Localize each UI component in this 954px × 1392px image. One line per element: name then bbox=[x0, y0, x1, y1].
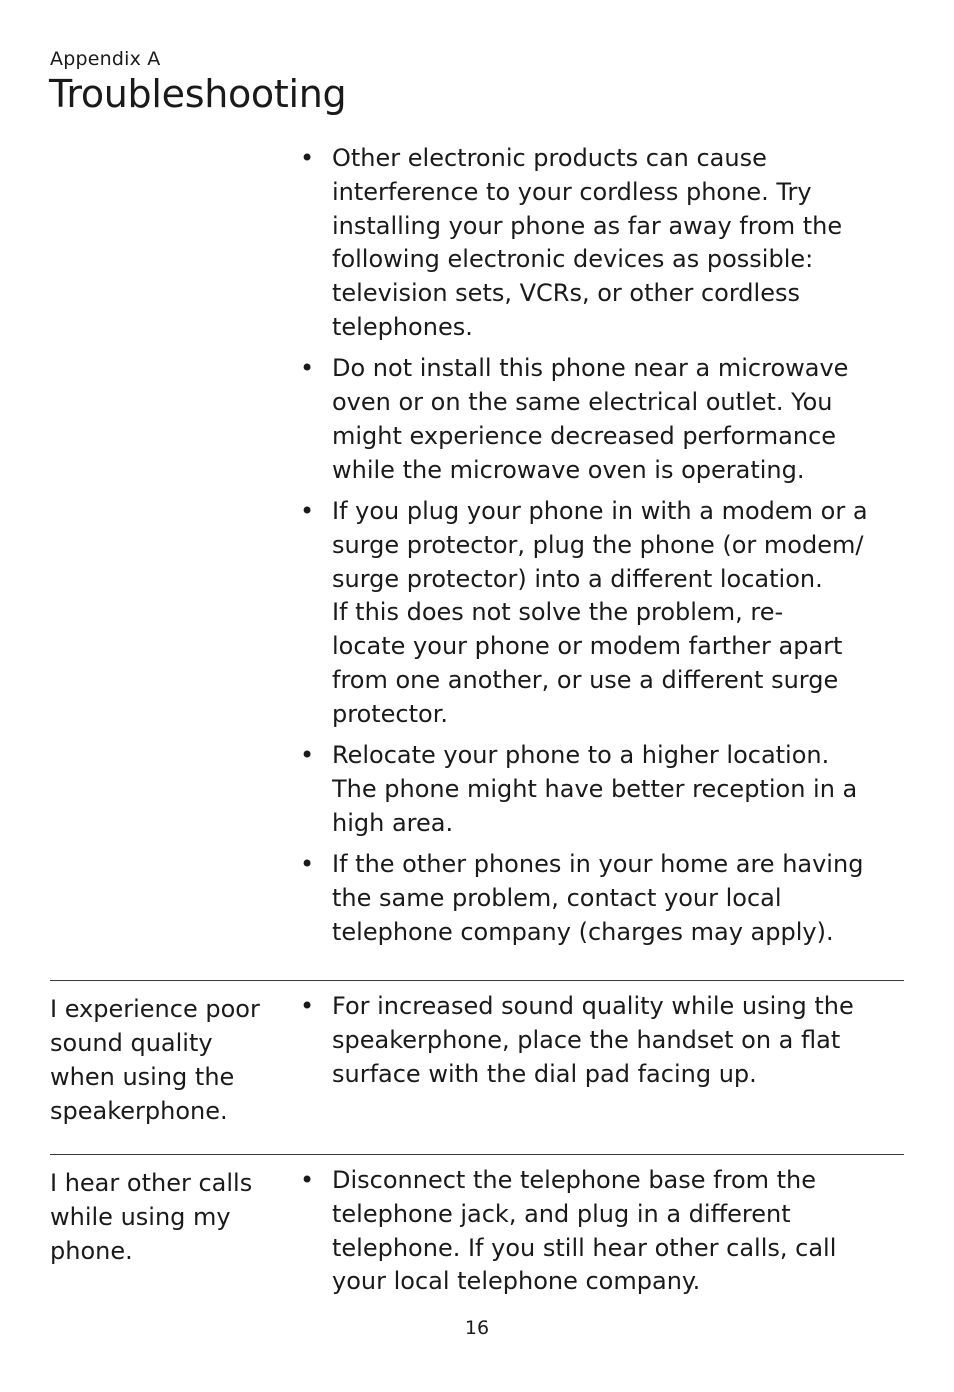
page-number: 16 bbox=[464, 1317, 490, 1339]
bullet-icon: • bbox=[300, 354, 315, 383]
solutions-list bbox=[298, 142, 908, 957]
problem-cell: I hear other calls while using my phone. bbox=[50, 1169, 253, 1265]
appendix-label: Appendix A bbox=[50, 48, 161, 70]
solution-text: Other electronic products can cause interference to your cordless phone. Try installing your phone as far away from the following electronic devices as possible: television sets, VCRs, or other cordless telephones. bbox=[332, 144, 843, 341]
troubleshooting-row-2 bbox=[50, 980, 904, 1125]
bullet-icon: • bbox=[300, 992, 315, 1020]
troubleshooting-row-3 bbox=[50, 1154, 904, 1296]
bullet-icon: • bbox=[300, 1166, 315, 1194]
bullet-icon: • bbox=[300, 849, 315, 878]
solution-item bbox=[298, 142, 908, 345]
solutions-list bbox=[298, 990, 908, 1099]
solution-text: For increased sound quality while using the speakerphone, place the handset on a flat surface with the dial pad facing up. bbox=[332, 992, 854, 1088]
solution-text: Disconnect the telephone base from the telephone jack, and plug in a different telephone. If you still hear other calls, call your local telephone company. bbox=[332, 1166, 837, 1296]
solution-text: If the other phones in your home are having the same problem, contact your local telephone company (charges may apply). bbox=[332, 849, 864, 946]
solution-item bbox=[298, 1164, 908, 1299]
bullet-icon: • bbox=[300, 144, 315, 172]
solution-item bbox=[298, 495, 908, 732]
solution-text: Relocate your phone to a higher location. The phone might have better reception in a high area. bbox=[332, 741, 858, 837]
solution-text: Do not install this phone near a microwave oven or on the same electrical outlet. You might experience decreased performance while the microwave oven is operating. bbox=[332, 354, 849, 484]
solution-item bbox=[298, 739, 908, 840]
solution-item bbox=[298, 848, 908, 949]
bullet-icon: • bbox=[300, 496, 315, 525]
problem-cell: I experience poor sound quality when using the speakerphone. bbox=[50, 995, 260, 1125]
page-title: Troubleshooting bbox=[49, 72, 347, 116]
solution-text: If you plug your phone in with a modem or a surge protector, plug the phone (or modem/ surge protector) into a different location. If this does not solve the problem, re- locate your phone or modem farther apart from one another, or use a different surge protector. bbox=[332, 496, 868, 728]
bullet-icon: • bbox=[300, 741, 315, 770]
solution-item bbox=[298, 990, 908, 1091]
solution-item bbox=[298, 352, 908, 487]
solutions-list bbox=[298, 1164, 908, 1307]
